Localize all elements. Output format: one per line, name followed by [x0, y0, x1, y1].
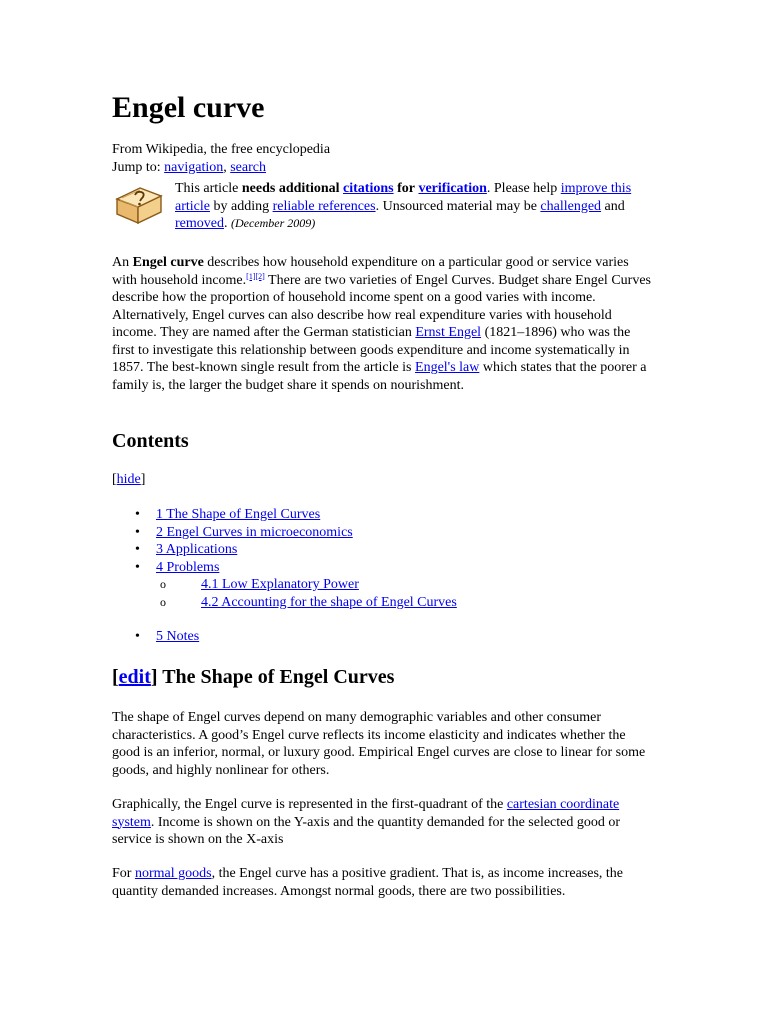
notice-text: . Please help	[486, 181, 561, 196]
bullet: •	[135, 559, 140, 575]
toc-item	[112, 559, 652, 577]
sub-bullet: o	[160, 594, 166, 609]
section-paragraph-1: The shape of Engel curves depend on many demographic variables and other consumer characteristics. A good’s Engel curve reflects its income elasticity and indicates whether the good is an inferior, normal, or luxury good. Empirical Engel curves are close to linear for some goods, and highly nonlinear for others.	[112, 710, 646, 778]
normal-goods-link[interactable]: normal goods	[134, 866, 212, 881]
page-title: Engel curve	[112, 91, 265, 124]
book-question-icon	[114, 183, 164, 225]
bullet: •	[135, 524, 140, 540]
bracket: [	[112, 666, 119, 688]
notice-text: and	[601, 198, 625, 214]
reference-link-1[interactable]: [1]	[246, 271, 256, 281]
sub-bullet: o	[160, 577, 166, 591]
jump-search-link[interactable]: search	[230, 159, 266, 175]
bullet: •	[135, 507, 140, 522]
bracket: ]	[150, 666, 158, 688]
intro-term: Engel curve	[132, 255, 204, 270]
challenged-link[interactable]: challenged	[540, 198, 602, 214]
paragraph-text: Graphically, the Engel curve is represented in the first-quadrant of the	[112, 797, 507, 812]
toc-link-notes[interactable]: 5 Notes	[156, 629, 200, 644]
toc-link-shape[interactable]: 1 The Shape of Engel Curves	[156, 507, 321, 522]
section-heading-shape	[112, 664, 394, 690]
section-title: The Shape of Engel Curves	[157, 666, 395, 688]
bullet: •	[135, 629, 140, 644]
verification-link[interactable]: verification	[418, 181, 487, 196]
toc-link-applications[interactable]: 3 Applications	[156, 542, 238, 557]
toc-link-problems[interactable]: 4 Problems	[156, 559, 220, 575]
section-paragraph-2	[112, 796, 652, 849]
improve-article-link[interactable]: improve this article	[175, 181, 632, 214]
article-meta	[112, 141, 652, 176]
site-subtitle: From Wikipedia, the free encyclopedia	[112, 142, 331, 157]
reliable-references-link[interactable]: reliable references	[272, 198, 376, 214]
intro-text: describes how household expenditure on a particular good or service varies with household income.	[112, 255, 629, 288]
jump-navigation-link[interactable]: navigation	[164, 159, 224, 175]
cartesian-link[interactable]: cartesian coordinate system	[112, 797, 620, 830]
engels-law-link[interactable]: Engel's law	[415, 360, 480, 375]
intro-text: An	[112, 255, 133, 270]
intro-text: which states that the poorer a family is, the larger the budget share it spends on nourishment.	[112, 360, 647, 393]
toc-subitem	[112, 594, 652, 612]
citations-link[interactable]: citations	[343, 181, 394, 196]
citation-notice	[112, 180, 652, 234]
contents-heading: Contents	[112, 430, 189, 452]
toc-item	[112, 524, 652, 542]
bracket: [	[112, 472, 117, 487]
toc-item	[112, 541, 652, 559]
edit-section-link[interactable]: edit	[118, 666, 151, 688]
notice-for: for	[397, 181, 415, 196]
toc-subitem	[112, 576, 652, 594]
reference-link-2[interactable]: [2]	[255, 271, 265, 281]
notice-text: This article	[175, 181, 242, 196]
bracket: ]	[140, 472, 146, 487]
toc-link-low-explanatory-power[interactable]: 4.1 Low Explanatory Power	[201, 577, 359, 592]
toc-link-accounting-shape[interactable]: 4.2 Accounting for the shape of Engel Curves	[201, 594, 457, 610]
removed-link[interactable]: removed	[175, 216, 224, 231]
intro-text: There are two varieties of Engel Curves. Budget share Engel Curves describe how the proportion of household income spent on a good varies with income. Alternatively, Engel curves can also describe how real expenditure varies with household income. They are named after the German statistician	[112, 272, 651, 340]
section-paragraph-3	[112, 865, 652, 900]
toc-link-microeconomics[interactable]: 2 Engel Curves in microeconomics	[156, 524, 353, 540]
toc-hide-link[interactable]: hide	[116, 472, 141, 487]
reference-marks	[246, 272, 265, 281]
intro-paragraph	[112, 254, 652, 394]
notice-text: by adding	[209, 198, 273, 214]
ernst-engel-link[interactable]: Ernst Engel	[415, 325, 482, 340]
notice-text: . Unsourced material may be	[375, 198, 541, 214]
toc-item	[112, 628, 652, 646]
jump-separator: ,	[223, 159, 231, 175]
bullet: •	[135, 542, 140, 557]
paragraph-text: For	[112, 866, 135, 881]
notice-text: .	[223, 216, 231, 231]
notice-date: (December 2009)	[230, 216, 316, 230]
notice-emphasis: needs additional	[241, 181, 340, 196]
toc-item	[112, 506, 652, 524]
notice-message	[175, 180, 652, 233]
intro-text: (1821–1896) who was the first to investigate this relationship between goods expenditure and income systematically in 1857. The best-known single result from the article is	[112, 325, 631, 375]
jump-to-label: Jump to:	[112, 159, 161, 175]
paragraph-text: , the Engel curve has a positive gradient. That is, as income increases, the quantity demanded increases. Amongst normal goods, there are two possibilities.	[112, 866, 624, 899]
table-of-contents	[112, 506, 652, 646]
paragraph-text: . Income is shown on the Y-axis and the quantity demanded for the selected good or service is shown on the X-axis	[112, 814, 621, 847]
jump-to-line	[112, 159, 652, 177]
toc-toggle	[112, 471, 145, 489]
